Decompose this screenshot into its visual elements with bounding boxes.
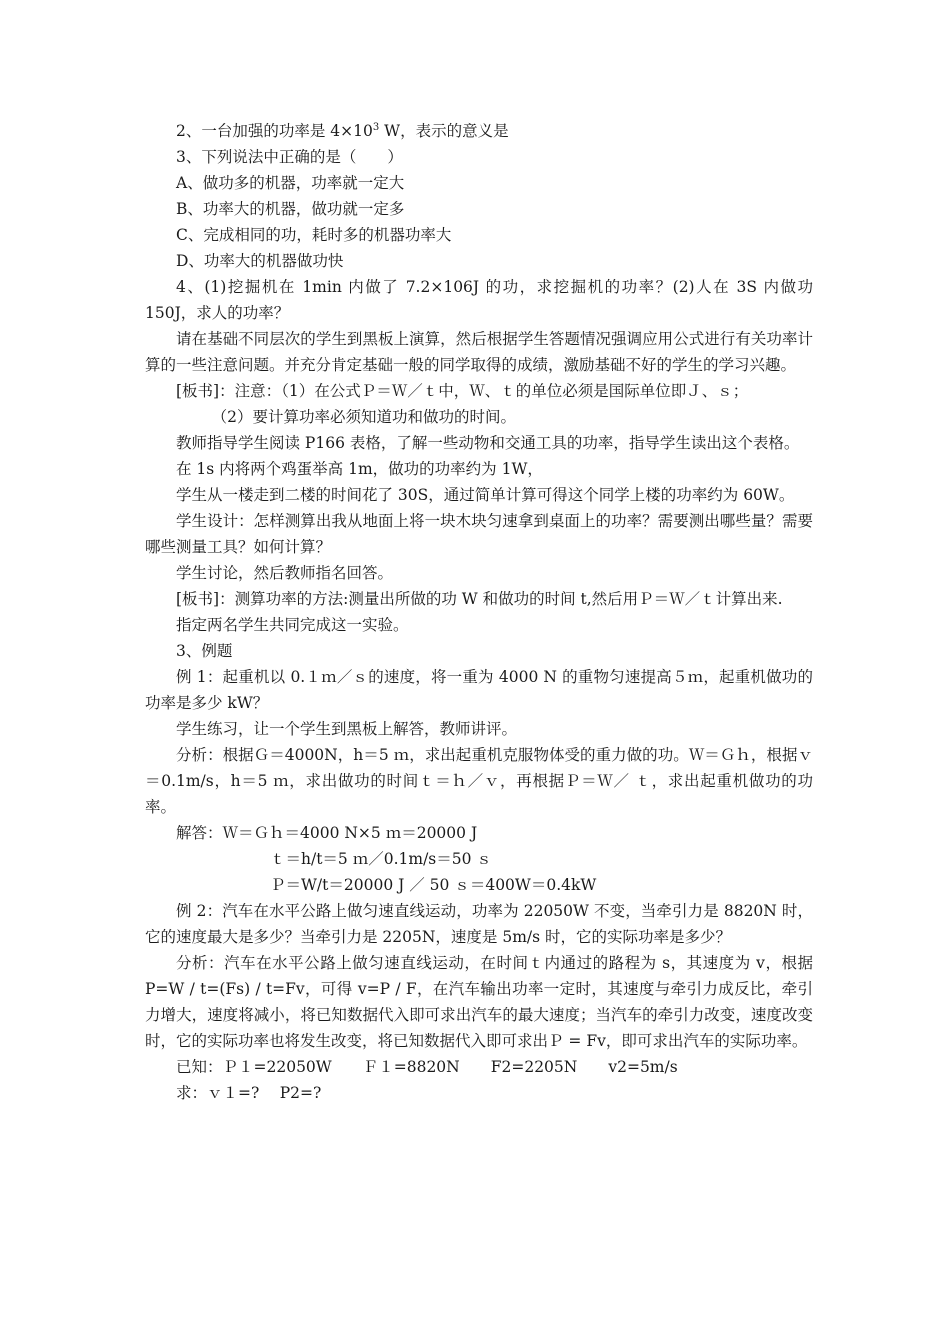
option-a: A、做功多的机器，功率就一定大 <box>176 174 405 192</box>
paragraph-blackboard-practice: 请在基础不同层次的学生到黑板上演算，然后根据学生答题情况强调应用公式进行有关功率计算的一些注意问题。并充分肯定基础一般的同学取得的成绩，激励基础不好的学生的学习兴趣。 <box>145 330 813 374</box>
paragraph-discussion: 学生讨论，然后教师指名回答。 <box>176 564 394 582</box>
paragraph-read-table: 教师指导学生阅读 P166 表格，了解一些动物和交通工具的功率，指导学生读出这个表格。 <box>176 434 800 452</box>
paragraph-egg-example: 在 1s 内将两个鸡蛋举高 1m，做功的功率约为 1W， <box>176 460 543 478</box>
question-2 <box>145 118 813 144</box>
option-b: B、功率大的机器，做功就一定多 <box>176 200 405 218</box>
question-4: 4、(1)挖掘机在 1min 内做了 7.2×106J 的功，求挖掘机的功率？(2)人在 3S 内做功 150J，求人的功率？ <box>145 278 813 322</box>
paragraph-student-design: 学生设计：怎样测算出我从地面上将一块木块匀速拿到桌面上的功率？需要测出哪些量？需要哪些测量工具？如何计算？ <box>145 512 813 556</box>
example-1-analysis: 分析：根据Ｇ＝4000N，h＝5 ｍ，求出起重机克服物体受的重力做的功。Ｗ＝Ｇｈ，根据ｖ＝0.1m/s，h＝5 ｍ，求出做功的时间ｔ＝ｈ／ｖ，再根据Ｐ＝Ｗ／ ｔ，求出起重机做功的功率。 <box>145 746 813 816</box>
document-body <box>145 118 813 1106</box>
paragraph-practice: 学生练习，让一个学生到黑板上解答，教师讲评。 <box>176 720 518 738</box>
section-examples-heading: 3、例题 <box>176 642 233 660</box>
option-d: D、功率大的机器做功快 <box>176 252 344 270</box>
paragraph-stairs-example: 学生从一楼走到二楼的时间花了 30S，通过简单计算可得这个同学上楼的功率约为 60W。 <box>176 486 795 504</box>
paragraph-experiment: 指定两名学生共同完成这一实验。 <box>176 616 409 634</box>
example-2: 例 2：汽车在水平公路上做匀速直线运动，功率为 22050W 不变，当牵引力是 8820N 时，它的速度最大是多少？当牵引力是 2205N，速度是 5m/s 时，它的实际功率是多少？ <box>145 902 813 946</box>
board-note-units: [板书]：注意：（1）在公式Ｐ＝Ｗ／ｔ中，Ｗ、ｔ的单位必须是国际单位即Ｊ、ｓ； <box>176 382 749 400</box>
board-note-method: [板书]：测算功率的方法:测量出所做的功 W 和做功的时间 t,然后用Ｐ＝Ｗ／ｔ计算出来. <box>176 590 783 608</box>
solution-line-2: ｔ＝h/t＝5 ｍ／0.1m/s＝50 ｓ <box>270 850 492 868</box>
board-note-time: （2）要计算功率必须知道功和做功的时间。 <box>211 408 517 426</box>
exponent: 3 <box>372 121 380 133</box>
solution-line-1: 解答：Ｗ＝Ｇｈ＝4000 N×5 ｍ＝20000 J <box>176 824 478 842</box>
question-2-text-b: W，表示的意义是 <box>379 122 509 140</box>
option-c: C、完成相同的功，耗时多的机器功率大 <box>176 226 452 244</box>
solution-line-3: Ｐ＝W/t＝20000 J ／ 50 ｓ＝400W＝0.4kW <box>270 876 597 894</box>
given-values: 已知：Ｐ１=22050W Ｆ１=8820N F2=2205N v2=5m/s <box>176 1058 678 1076</box>
question-2-text-a: 2、一台加强的功率是 4×10 <box>176 122 373 140</box>
question-3: 3、下列说法中正确的是（ ） <box>176 148 403 166</box>
example-1: 例 1：起重机以 0.１ｍ／ｓ的速度，将一重为 4000 N 的重物匀速提高５ｍ，起重机做功的功率是多少 kW？ <box>145 668 813 712</box>
example-2-analysis: 分析：汽车在水平公路上做匀速直线运动，在时间ｔ内通过的路程为 s，其速度为 v，根据 P=W / t=(Fs) / t=Fv，可得 v=P / F，在汽车输出功率一定时，其速度与牵引力成反比，牵引力增大，速度将减小，将已知数据代入即可求出汽车的最大速度；当汽车的牵引力改变，速度改变时，它的实际功率也将发生改变，将已知数据代入即可求出Ｐ = Fv，即可求出汽车的实际功率。 <box>145 954 813 1050</box>
find-values: 求：ｖ１=? P2=? <box>176 1084 322 1102</box>
